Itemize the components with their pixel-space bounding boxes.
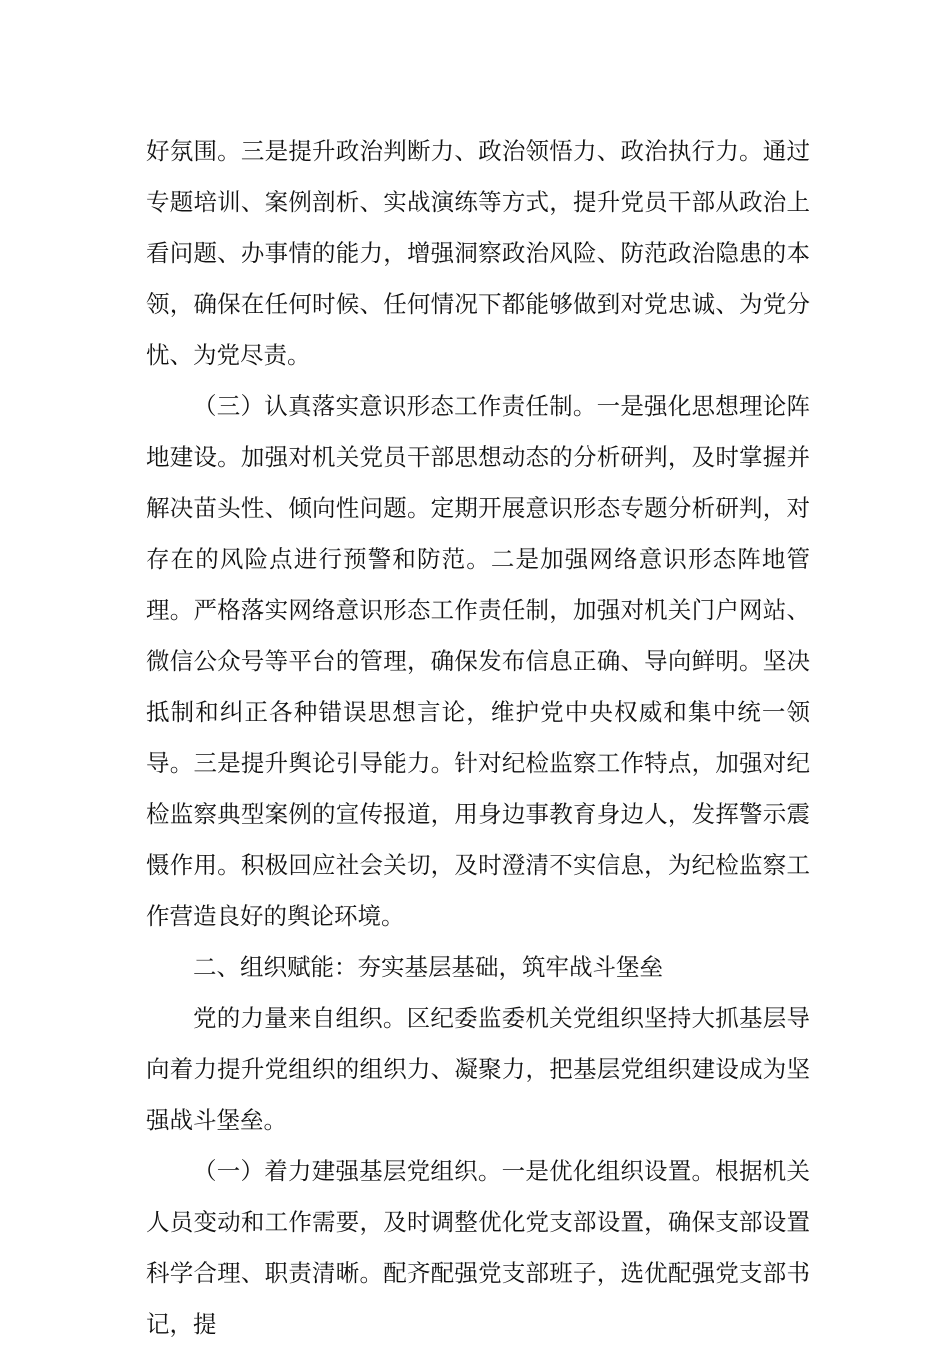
- document-body: [146, 126, 810, 1350]
- paragraph-strengthen-grassroots: （一）着力建强基层党组织。一是优化组织设置。根据机关人员变动和工作需要，及时调整优化党支部设置，确保支部设置科学合理、职责清晰。配齐配强党支部班子，选优配强党支部书记，提: [146, 1157, 810, 1338]
- paragraph-continued: 好氛围。三是提升政治判断力、政治领悟力、政治执行力。通过专题培训、案例剖析、实战演练等方式，提升党员干部从政治上看问题、办事情的能力，增强洞察政治风险、防范政治隐患的本领，确保在任何时候、任何情况下都能够做到对党忠诚、为党分忧、为党尽责。: [146, 137, 810, 369]
- paragraph-organization-intro: 党的力量来自组织。区纪委监委机关党组织坚持大抓基层导向着力提升党组织的组织力、凝聚力，把基层党组织建设成为坚强战斗堡垒。: [146, 1004, 810, 1134]
- section-heading-organization: 二、组织赋能：夯实基层基础，筑牢战斗堡垒: [193, 953, 663, 981]
- paragraph-ideology-responsibility: （三）认真落实意识形态工作责任制。一是强化思想理论阵地建设。加强对机关党员干部思想动态的分析研判，及时掌握并解决苗头性、倾向性问题。定期开展意识形态专题分析研判，对存在的风险点进行预警和防范。二是加强网络意识形态阵地管理。严格落实网络意识形态工作责任制，加强对机关门户网站、微信公众号等平台的管理，确保发布信息正确、导向鲜明。坚决抵制和纠正各种错误思想言论，维护党中央权威和集中统一领导。三是提升舆论引导能力。针对纪检监察工作特点，加强对纪检监察典型案例的宣传报道，用身边事教育身边人，发挥警示震慑作用。积极回应社会关切，及时澄清不实信息，为纪检监察工作营造良好的舆论环境。: [146, 392, 810, 930]
